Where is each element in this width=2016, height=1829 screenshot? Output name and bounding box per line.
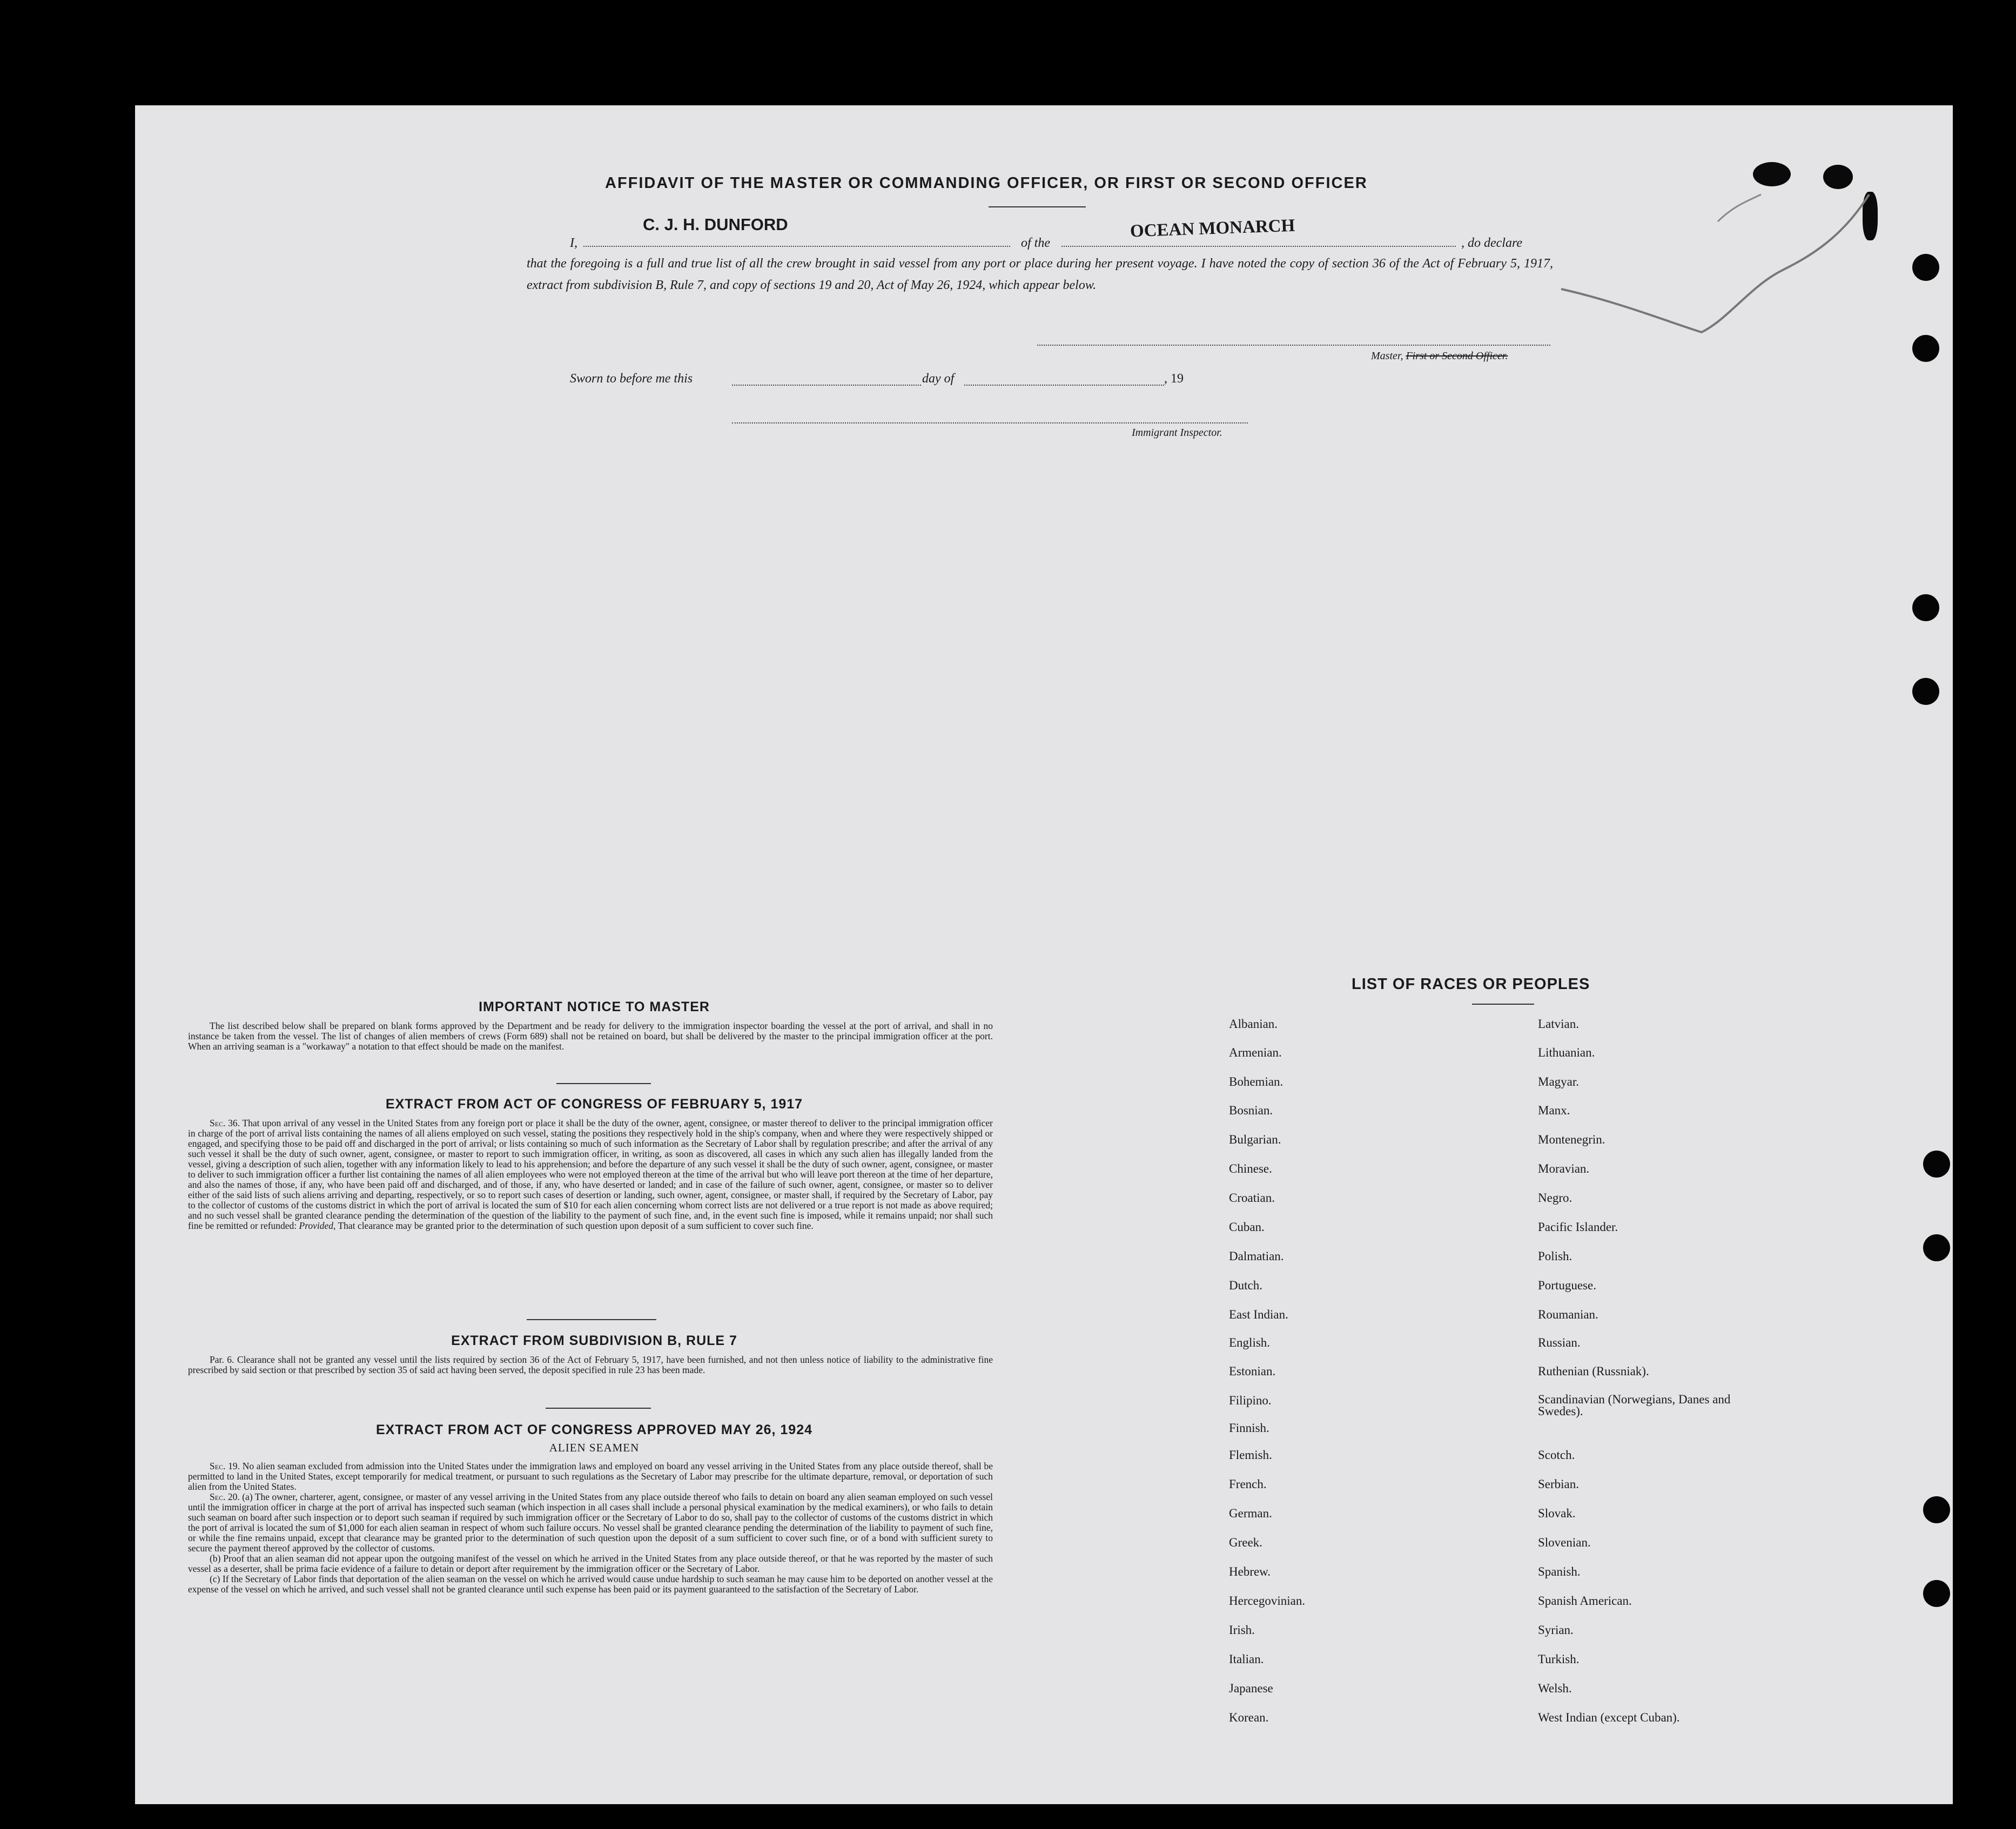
races-title: LIST OF RACES OR PEOPLES (1352, 976, 1590, 993)
notice-text: The list described below shall be prepared on blank forms approved by the Department and be ready for delivery to the immigration inspector boarding the vessel at the port of arrival, and shall in no instance be taken from the vessel. The list of changes of alien members of crews (Form 689) shall not be retained on board, but shall be delivered by the master to the principal immigration officer at the port. When an arriving seaman is a "workaway" a notation to that effect should be made on the manifest. (188, 1020, 993, 1052)
punch-hole (1923, 1580, 1950, 1607)
race-item: Moravian. (1538, 1162, 1590, 1175)
rule-7-body (188, 1355, 993, 1375)
race-item: Dutch. (1229, 1279, 1262, 1292)
race-item: East Indian. (1229, 1308, 1288, 1321)
sec-19-text: No alien seaman excluded from admission into the United States under the immigration laws and employed on board any vessel arriving in the United States from any place outside thereof, shall be permitted to land in the United States, except temporarily for medical treatment, or pursuant to such regulations as the Secretary of Labor may prescribe for the ultimate departure, removal, or deportation of such alien from the United States. (188, 1461, 993, 1492)
of-the-label: of the (1021, 236, 1050, 250)
punch-hole (1912, 335, 1939, 362)
sec-19-label: Sec. 19. (210, 1461, 240, 1471)
race-item: Syrian. (1538, 1623, 1574, 1637)
notice-body (188, 1021, 993, 1052)
race-item: Serbian. (1538, 1477, 1580, 1491)
races-title-underline (1472, 1004, 1534, 1005)
race-item: Italian. (1229, 1652, 1264, 1666)
race-item: Armenian. (1229, 1046, 1282, 1059)
race-item: Manx. (1538, 1104, 1570, 1117)
master-name: C. J. H. DUNFORD (643, 215, 788, 234)
race-item: Bohemian. (1229, 1075, 1283, 1088)
extract-1917-title: EXTRACT FROM ACT OF CONGRESS OF FEBRUARY 5, 1917 (385, 1097, 803, 1112)
race-item: Finnish. (1229, 1421, 1269, 1435)
punch-hole (1923, 1496, 1950, 1523)
race-item: Ruthenian (Russniak). (1538, 1364, 1649, 1378)
race-item: Japanese (1229, 1682, 1273, 1695)
sec-20b-text: (b) Proof that an alien seaman did not appear upon the outgoing manifest of the vessel on which he arrived in the United States from any place outside thereof, or that he was reported by the master of such vessel as a deserter, shall be prima facie evidence of a failure to detain or deport after requirement by the immigration officer or the Secretary of Labor. (188, 1553, 993, 1574)
master-signature-line (1037, 345, 1550, 346)
title-underline (989, 206, 1086, 207)
notice-title: IMPORTANT NOTICE TO MASTER (479, 999, 710, 1014)
race-item: West Indian (except Cuban). (1538, 1711, 1680, 1724)
race-item: Spanish. (1538, 1565, 1581, 1578)
inspector-signature-line (732, 422, 1248, 423)
extract-1924-title: EXTRACT FROM ACT OF CONGRESS APPROVED MAY 26, 1924 (375, 1422, 813, 1437)
rule-7-title: EXTRACT FROM SUBDIVISION B, RULE 7 (451, 1333, 737, 1348)
day-of-label: day of (922, 372, 955, 386)
punch-hole (1912, 254, 1939, 281)
vessel-name: OCEAN MONARCH (1130, 216, 1295, 241)
provided-label: Provided, (299, 1220, 336, 1231)
ink-smear (1556, 162, 1880, 346)
vessel-fill-line (1061, 246, 1456, 247)
punch-hole (1923, 1151, 1950, 1178)
punch-hole (1923, 1234, 1950, 1261)
race-item: Bosnian. (1229, 1104, 1273, 1117)
section-divider (546, 1408, 651, 1409)
officer-struck-label: First or Second Officer. (1406, 350, 1508, 362)
race-item: Chinese. (1229, 1162, 1272, 1175)
race-item: Albanian. (1229, 1017, 1278, 1031)
race-item: Slovak. (1538, 1507, 1576, 1520)
extract-1924-body (188, 1461, 993, 1595)
punch-hole (1912, 678, 1939, 705)
sec-20-label: Sec. 20. (210, 1491, 240, 1502)
race-item: Polish. (1538, 1249, 1573, 1263)
race-item: Turkish. (1538, 1652, 1580, 1666)
race-item: Latvian. (1538, 1017, 1579, 1031)
sworn-month-line (964, 385, 1164, 386)
affidavit-body: that the foregoing is a full and true list of all the crew brought in said vessel from any port or place during her present voyage. I have noted the copy of section 36 of the Act of February 5, 1917, extract from subdivision B, Rule 7, and copy of sections 19 and 20, Act of May 26, 1924, which appear below. (527, 257, 1553, 292)
master-label: Master, (1371, 350, 1403, 362)
race-item: Filipino. (1229, 1394, 1272, 1407)
name-fill-line (583, 246, 1010, 247)
declarant-prefix: I, (570, 236, 577, 250)
race-item: Cuban. (1229, 1220, 1265, 1234)
race-item: Portuguese. (1538, 1279, 1596, 1292)
race-item: Spanish American. (1538, 1594, 1632, 1608)
punch-hole (1912, 594, 1939, 621)
race-item: Hercegovinian. (1229, 1594, 1306, 1608)
year-label: , 19 (1164, 372, 1184, 386)
race-item: Flemish. (1229, 1448, 1272, 1462)
race-item: Korean. (1229, 1711, 1269, 1724)
race-item: English. (1229, 1336, 1271, 1349)
race-item: Russian. (1538, 1336, 1581, 1349)
race-item: Negro. (1538, 1191, 1573, 1205)
declare-label: , do declare (1461, 236, 1523, 250)
rule-7-text: Par. 6. Clearance shall not be granted any vessel until the lists required by section 36 of the Act of February 5, 1917, have been furnished, and not then unless notice of liability to the administrative fine prescribed by said section or that prescribed by section 35 of said act having been served, the deposit specified in rule 23 has been made. (188, 1354, 993, 1375)
section-divider (527, 1319, 656, 1320)
inspector-label: Immigrant Inspector. (1132, 427, 1222, 439)
race-item: Roumanian. (1538, 1308, 1598, 1321)
race-item: Croatian. (1229, 1191, 1275, 1205)
sec-36-text: That upon arrival of any vessel in the United States from any foreign port or place it shall be the duty of the owner, agent, consignee, or master thereof to deliver to the principal immigration officer in charge of the port of arrival lists containing the names of all aliens employed on such vessel, stating the positions they respectively hold in the ship's company, when and where they were respectively shipped or engaged, and specifying those to be paid off and discharged in the port of arrival; or lists containing so much of such information as the Secretary of Labor shall by regulation prescribe; and after the arrival of any such vessel it shall be the duty of such owner, agent, consignee, or master to report to such immigration officer, in writing, as soon as discovered, all cases in which any such alien has illegally landed from the vessel, giving a description of such alien, together with any information likely to lead to his apprehension; and before the departure of any such vessel it shall be the duty of such owner, agent, consignee, or master to deliver to such immigration officer a further list containing the names of all alien employees who were not employed thereon at the time of the arrival but who will leave port thereon at the time of her departure, and also the names of those, if any, who have been paid off and discharged, and of those, if any, who have deserted or landed; and in case of the failure of such owner, agent, consignee, or master so to deliver either of the said lists of such aliens arriving and departing, respectively, or so to report such cases of desertion or landing, such owner, agent, consignee, or master shall, if required by the Secretary of Labor, pay to the collector of customs of the customs district in which the port of arrival is located the sum of $10 for each alien concerning whom correct lists are not delivered or a true report is not made as above required; and no such vessel shall be granted clearance pending the determination of the question of the liability to the payment of such fine, and, in the event such fine is imposed, while it remains unpaid; nor shall such fine be remitted or refunded: (188, 1118, 993, 1231)
race-item: Scandinavian (Norwegians, Danes and Swedes). (1538, 1393, 1731, 1418)
section-divider (556, 1083, 651, 1084)
race-item: Bulgarian. (1229, 1133, 1281, 1146)
race-item: Greek. (1229, 1536, 1262, 1549)
sworn-day-line (732, 385, 921, 386)
race-item: Lithuanian. (1538, 1046, 1595, 1059)
sec-20c-text: (c) If the Secretary of Labor finds that deportation of the alien seaman on the vessel on which he arrived would cause undue hardship to such seaman he may cause him to be deported on another vessel at the expense of the vessel on which he arrived, and such vessel shall not be granted clearance until such expense has been paid or its payment guaranteed to the satisfaction of the Secretary of Labor. (188, 1574, 993, 1595)
race-item: Dalmatian. (1229, 1249, 1284, 1263)
race-item: Welsh. (1538, 1682, 1572, 1695)
master-title-line (1371, 350, 1508, 362)
race-item: Slovenian. (1538, 1536, 1591, 1549)
race-item: Irish. (1229, 1623, 1255, 1637)
sec-36-label: Sec. 36. (210, 1118, 240, 1128)
affidavit-title: AFFIDAVIT OF THE MASTER OR COMMANDING OFFICER, OR FIRST OR SECOND OFFICER (605, 174, 1368, 192)
race-item: Montenegrin. (1538, 1133, 1605, 1146)
race-item: Scotch. (1538, 1448, 1575, 1462)
extract-1917-body (188, 1118, 993, 1231)
alien-seamen-subtitle: ALIEN SEAMEN (549, 1441, 640, 1454)
race-item: German. (1229, 1507, 1272, 1520)
race-item: Hebrew. (1229, 1565, 1271, 1578)
race-item: Magyar. (1538, 1075, 1580, 1088)
race-item: French. (1229, 1477, 1267, 1491)
race-item: Pacific Islander. (1538, 1220, 1618, 1234)
sec-20a-text: (a) The owner, charterer, agent, consignee, or master of any vessel arriving in the United States from any place outside thereof who fails to detain on board any alien seaman employed on such vessel until the immigration officer in charge at the port of arrival has inspected such seaman (which inspection in all cases shall include a personal physical examination by the medical examiners), or who fails to detain such seaman on board after such inspection or to deport such seaman if required by such immigration officer or the Secretary of Labor to do so, shall pay to the collector of customs of the customs district in which the port of arrival is located the sum of $1,000 for each alien seaman in respect of whom such failure occurs. No vessel shall be granted clearance pending the determination of the liability to payment of such fine, or while the fine remains unpaid, except that clearance may be granted prior to the determination of such question upon the deposit of a sum sufficient to cover such fine, or of a bond with sufficient surety to secure the payment thereof approved by the collector of customs. (188, 1491, 993, 1554)
race-item: Estonian. (1229, 1364, 1276, 1378)
sec-36-text-end: That clearance may be granted prior to the determination of such question upon deposit of a sum sufficient to cover such fine. (338, 1220, 814, 1231)
sworn-label: Sworn to before me this (570, 372, 693, 386)
